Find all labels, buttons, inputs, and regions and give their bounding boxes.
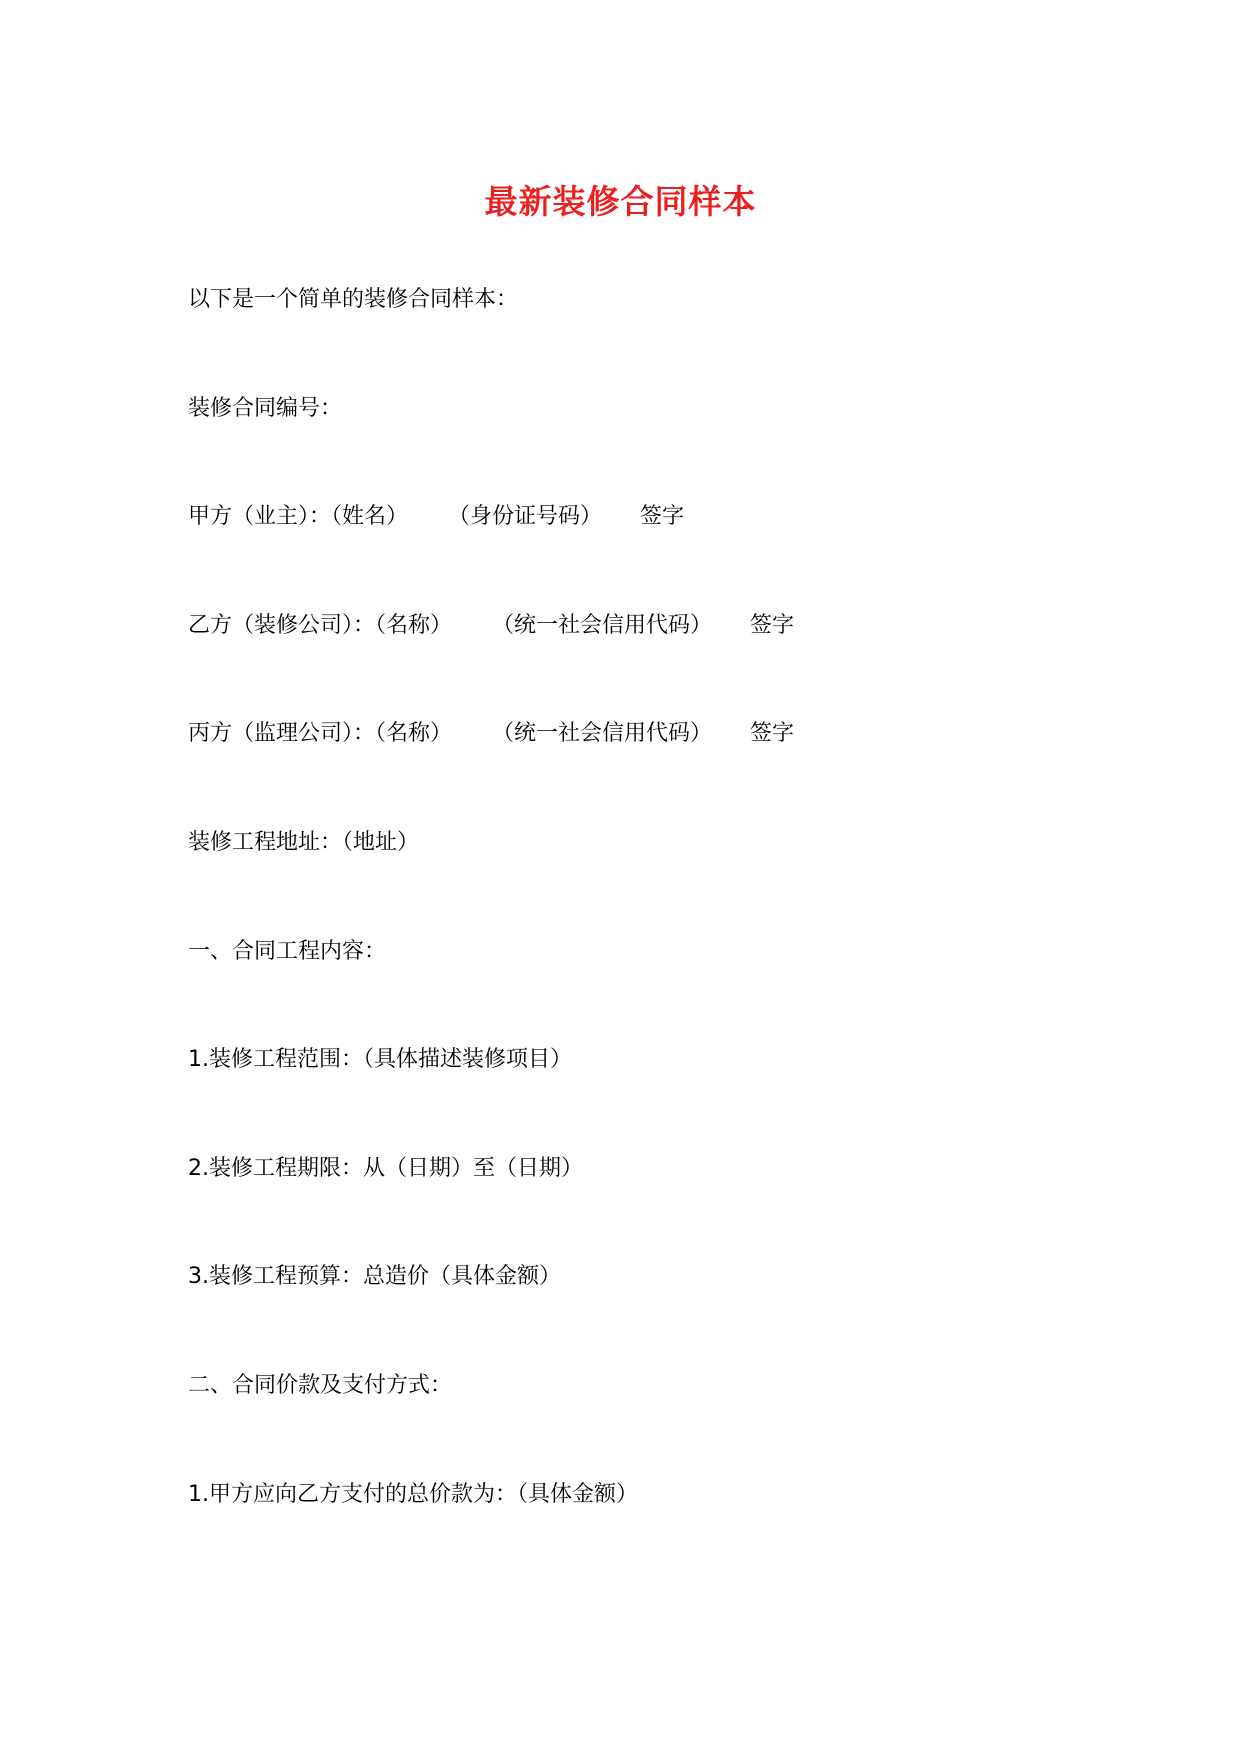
section-heading-text: 二、合同价款及支付方式： [188, 1372, 453, 1398]
party-a-id-field: （身份证号码） [448, 504, 603, 530]
clause-text: 1.甲方应向乙方支付的总价款为：（具体金额） [188, 1481, 638, 1507]
party-a-name-field: 甲方（业主）：（姓名） [188, 504, 409, 530]
section-heading-text: 一、合同工程内容： [188, 938, 387, 964]
party-b-name-field: 乙方（装修公司）：（名称） [188, 612, 453, 638]
party-c-credit-code-field: （统一社会信用代码） [492, 721, 713, 747]
clause-text: 1.装修工程范围：（具体描述装修项目） [188, 1047, 572, 1073]
clause-text: 2.装修工程期限：从（日期）至（日期） [188, 1155, 583, 1181]
clause-2-1 [188, 1479, 1148, 1588]
paragraph-party-a [188, 501, 1148, 610]
party-b-signature-field: 签字 [750, 612, 795, 638]
paragraph-text: 以下是一个简单的装修合同样本： [188, 287, 519, 312]
paragraph-contract-number [188, 393, 1148, 502]
section-heading-1 [188, 936, 1148, 1045]
document-body [188, 284, 1148, 1587]
clause-1-2 [188, 1153, 1148, 1262]
paragraph-intro [188, 284, 1148, 393]
clause-text: 3.装修工程预算：总造价（具体金额） [188, 1264, 561, 1290]
paragraph-text: 装修合同编号： [188, 395, 343, 421]
party-c-signature-field: 签字 [750, 721, 795, 747]
paragraph-party-c [188, 718, 1148, 827]
paragraph-party-b [188, 610, 1148, 719]
party-c-name-field: 丙方（监理公司）：（名称） [188, 721, 453, 747]
party-b-credit-code-field: （统一社会信用代码） [492, 612, 713, 638]
clause-1-3 [188, 1261, 1148, 1370]
party-a-signature-field: 签字 [640, 504, 685, 530]
section-heading-2 [188, 1370, 1148, 1479]
paragraph-address [188, 827, 1148, 936]
document-title: 最新装修合同样本 [484, 182, 757, 221]
clause-1-1 [188, 1044, 1148, 1153]
paragraph-text: 装修工程地址：（地址） [188, 829, 420, 855]
